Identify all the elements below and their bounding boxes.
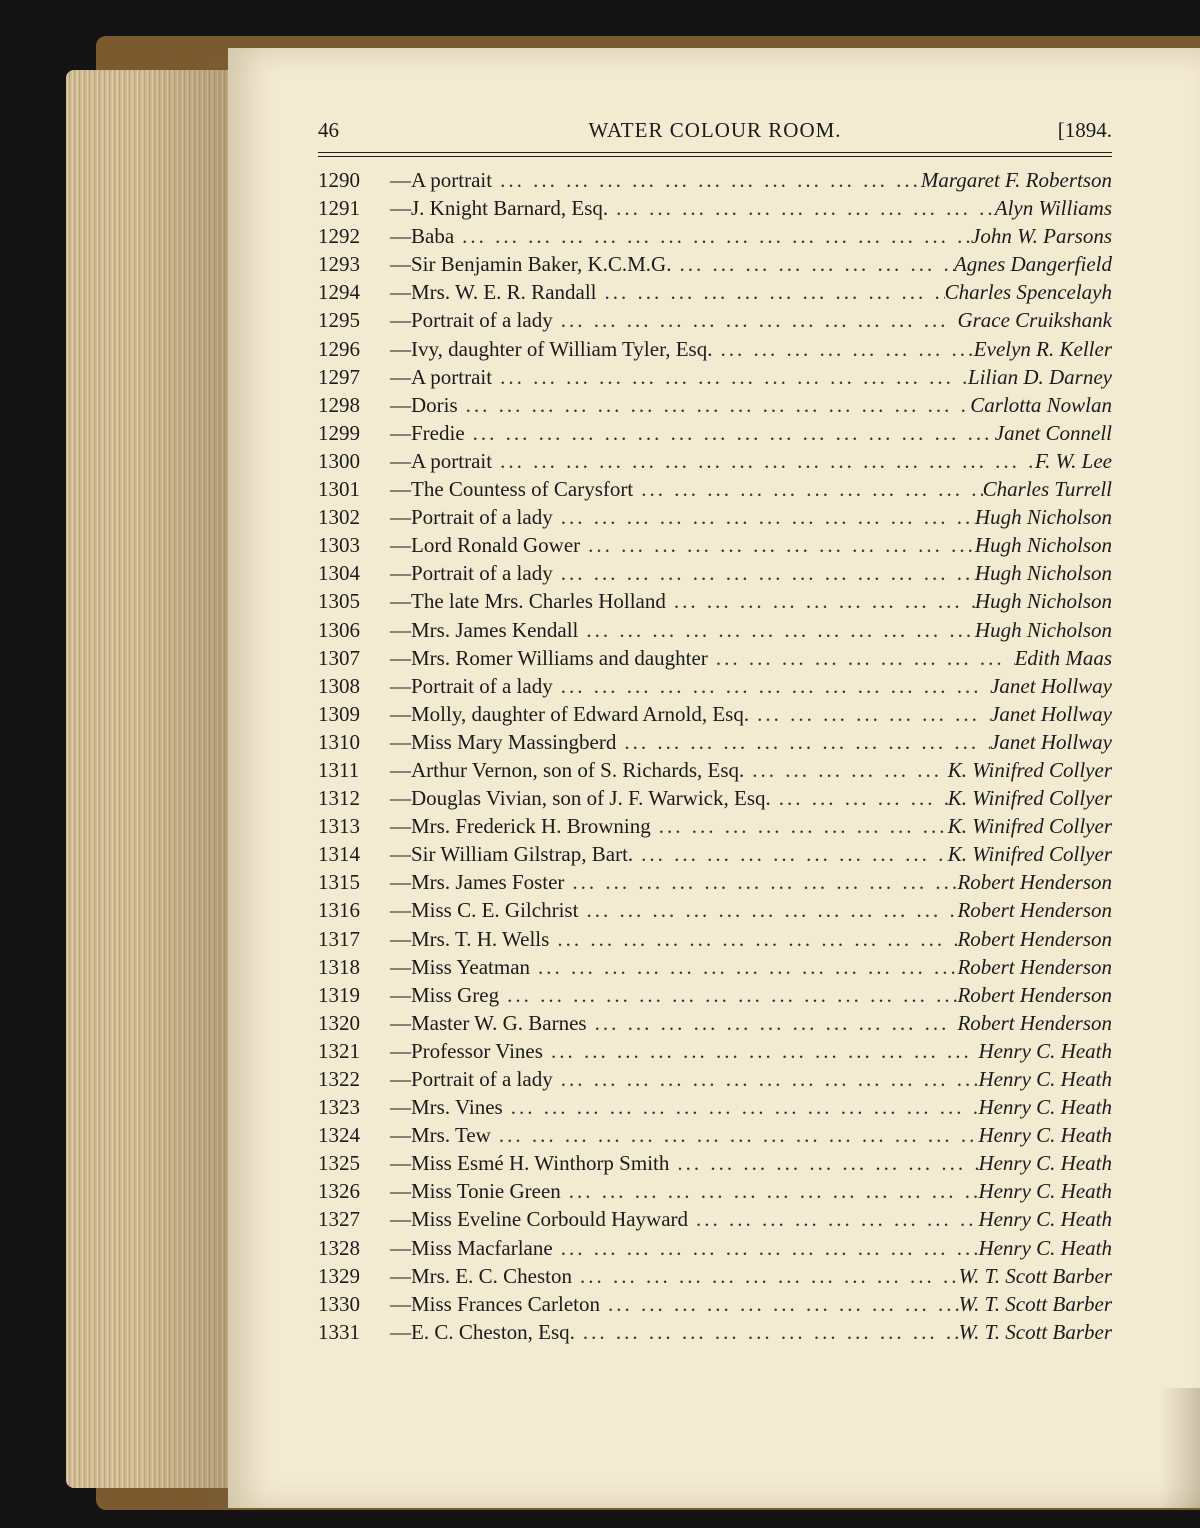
- entry-title: —Professor Vines: [390, 1038, 543, 1063]
- entry-artist: Robert Henderson: [957, 954, 1112, 979]
- dot-leader: [616, 728, 990, 756]
- dot-leader: [597, 278, 945, 306]
- dot-leader: [564, 868, 957, 896]
- catalogue-entry: [318, 559, 1112, 587]
- dot-leader: [465, 419, 995, 447]
- entry-artist: Henry C. Heath: [978, 1067, 1112, 1091]
- entry-title: —Fredie: [390, 420, 465, 445]
- entry-number: 1308: [318, 673, 360, 698]
- entry-number: 1316: [318, 898, 360, 923]
- dot-leader: [651, 812, 948, 840]
- entry-number: 1298: [318, 392, 360, 417]
- entry-title: —Sir William Gilstrap, Bart.: [390, 842, 634, 867]
- dot-leader: [600, 1290, 959, 1318]
- entry-title: —Mrs. W. E. R. Randall: [390, 280, 597, 305]
- catalogue-entry: [318, 868, 1112, 896]
- entry-title: —Portrait of a lady: [390, 308, 553, 333]
- spine-shadow: [140, 56, 236, 1508]
- catalogue-entry: [318, 981, 1112, 1009]
- entry-title: —Douglas Vivian, son of J. F. Warwick, Esq.: [390, 786, 771, 811]
- catalogue-entry: [318, 166, 1112, 194]
- entry-artist: Henry C. Heath: [978, 1123, 1112, 1148]
- entry-number: 1293: [318, 252, 360, 277]
- dot-leader: [633, 475, 982, 503]
- catalogue-entry: [318, 644, 1112, 672]
- catalogue-entry: [318, 419, 1112, 447]
- catalogue-entry: [318, 672, 1112, 700]
- dot-leader: [553, 1234, 979, 1262]
- entry-number: 1315: [318, 870, 360, 895]
- entry-number: 1292: [318, 224, 360, 249]
- catalogue-entry: [318, 1205, 1112, 1233]
- dot-leader: [553, 503, 975, 531]
- entry-number: 1305: [318, 589, 360, 614]
- entry-number: 1302: [318, 505, 360, 530]
- dot-leader: [543, 1037, 979, 1065]
- entry-artist: Robert Henderson: [957, 898, 1112, 923]
- entry-title: —Mrs. Tew: [390, 1123, 491, 1148]
- year-label: [1894.: [1057, 118, 1112, 142]
- dot-leader: [666, 587, 975, 615]
- dot-leader: [549, 925, 957, 953]
- entry-artist: Margaret F. Robertson: [920, 168, 1112, 192]
- dot-leader: [578, 896, 957, 924]
- entry-title: —Mrs. Vines: [390, 1095, 503, 1120]
- dot-leader: [712, 335, 973, 363]
- catalogue-entry: [318, 840, 1112, 868]
- entry-title: —Portrait of a lady: [390, 505, 553, 530]
- entry-artist: Lilian D. Darney: [967, 364, 1112, 389]
- entry-number: 1321: [318, 1038, 360, 1063]
- catalogue-entry: [318, 1262, 1112, 1290]
- dot-leader: [578, 616, 975, 644]
- dot-leader: [688, 1205, 978, 1233]
- entry-artist: W. T. Scott Barber: [958, 1263, 1112, 1288]
- dot-leader: [749, 700, 990, 728]
- entry-number: 1297: [318, 364, 360, 389]
- catalogue-entry: [318, 812, 1112, 840]
- entry-title: —Molly, daughter of Edward Arnold, Esq.: [390, 701, 750, 726]
- entry-number: 1291: [318, 196, 360, 221]
- dot-leader: [587, 1009, 958, 1037]
- entry-artist: K. Winifred Collyer: [947, 842, 1112, 867]
- entry-number: 1300: [318, 448, 360, 473]
- dot-leader: [744, 756, 947, 784]
- catalogue-entry: [318, 1149, 1112, 1177]
- entry-artist: Robert Henderson: [957, 926, 1112, 951]
- entry-number: 1296: [318, 336, 360, 361]
- dot-leader: [553, 1065, 979, 1093]
- entry-title: —Miss Mary Massingberd: [390, 729, 617, 754]
- catalogue-list: [318, 166, 1112, 1346]
- catalogue-entry: [318, 1037, 1112, 1065]
- entry-number: 1290: [318, 168, 360, 192]
- entry-number: 1319: [318, 982, 360, 1007]
- entry-number: 1313: [318, 814, 360, 839]
- entry-artist: Robert Henderson: [957, 1010, 1112, 1035]
- entry-artist: John W. Parsons: [971, 224, 1112, 249]
- entry-number: 1301: [318, 477, 360, 502]
- dot-leader: [669, 1149, 978, 1177]
- dot-leader: [671, 250, 953, 278]
- catalogue-entry: [318, 1234, 1112, 1262]
- entry-artist: Hugh Nicholson: [974, 617, 1112, 642]
- entry-artist: Edith Maas: [1014, 645, 1112, 670]
- entry-number: 1317: [318, 926, 360, 951]
- entry-title: —J. Knight Barnard, Esq.: [390, 196, 609, 221]
- catalogue-entry: [318, 1318, 1112, 1346]
- entry-title: —Sir Benjamin Baker, K.C.M.G.: [390, 252, 672, 277]
- catalogue-entry: [318, 1009, 1112, 1037]
- dot-leader: [530, 953, 957, 981]
- entry-artist: Henry C. Heath: [978, 1207, 1112, 1232]
- entry-title: —Arthur Vernon, son of S. Richards, Esq.: [390, 757, 745, 782]
- header-rule: [318, 152, 1112, 157]
- dot-leader: [608, 194, 995, 222]
- entry-artist: K. Winifred Collyer: [947, 786, 1112, 811]
- dot-leader: [499, 981, 957, 1009]
- entry-title: —Mrs. T. H. Wells: [390, 926, 550, 951]
- catalogue-entry: [318, 1093, 1112, 1121]
- entry-number: 1323: [318, 1095, 360, 1120]
- entry-title: —Miss Macfarlane: [390, 1235, 553, 1260]
- entry-number: 1320: [318, 1010, 360, 1035]
- entry-title: —Miss Greg: [390, 982, 500, 1007]
- entry-title: —Mrs. James Kendall: [390, 617, 579, 642]
- dot-leader: [572, 1262, 959, 1290]
- entry-title: —Mrs. Romer Williams and daughter: [390, 645, 708, 670]
- entry-artist: Henry C. Heath: [978, 1038, 1112, 1063]
- entry-title: —Mrs. James Foster: [390, 870, 565, 895]
- dot-leader: [454, 222, 971, 250]
- catalogue-entry: [318, 756, 1112, 784]
- entry-number: 1318: [318, 954, 360, 979]
- entry-artist: W. T. Scott Barber: [958, 1319, 1112, 1344]
- catalogue-entry: [318, 475, 1112, 503]
- entry-title: —Miss Eveline Corbould Hayward: [390, 1207, 689, 1232]
- entry-title: —Baba: [390, 224, 455, 249]
- dot-leader: [553, 306, 958, 334]
- catalogue-entry: [318, 925, 1112, 953]
- catalogue-entry: [318, 503, 1112, 531]
- entry-artist: Hugh Nicholson: [974, 589, 1112, 614]
- entry-title: —A portrait: [390, 364, 493, 389]
- entry-title: —A portrait: [390, 168, 493, 192]
- entry-number: 1325: [318, 1151, 360, 1176]
- dot-leader: [575, 1318, 959, 1346]
- entry-artist: Charles Spencelayh: [944, 280, 1112, 305]
- catalogue-entry: [318, 1121, 1112, 1149]
- entry-number: 1304: [318, 561, 360, 586]
- section-title: WATER COLOUR ROOM.: [588, 118, 842, 142]
- entry-title: —Doris: [390, 392, 458, 417]
- catalogue-entry: [318, 700, 1112, 728]
- dot-leader: [492, 166, 921, 194]
- entry-artist: Henry C. Heath: [978, 1235, 1112, 1260]
- catalogue-entry: [318, 447, 1112, 475]
- catalogue-page: [228, 48, 1200, 1508]
- entry-number: 1311: [318, 757, 360, 782]
- entry-artist: Carlotta Nowlan: [970, 392, 1112, 417]
- entry-title: —Miss Yeatman: [390, 954, 531, 979]
- entry-number: 1326: [318, 1179, 360, 1204]
- dot-leader: [771, 784, 948, 812]
- catalogue-entry: [318, 1065, 1112, 1093]
- dot-leader: [553, 672, 990, 700]
- entry-title: —Mrs. Frederick H. Browning: [390, 814, 651, 839]
- entry-title: —Mrs. E. C. Cheston: [390, 1263, 573, 1288]
- entry-number: 1299: [318, 420, 360, 445]
- entry-artist: Henry C. Heath: [978, 1151, 1112, 1176]
- entry-number: 1295: [318, 308, 360, 333]
- entry-artist: Janet Hollway: [990, 729, 1112, 754]
- entry-artist: K. Winifred Collyer: [947, 814, 1112, 839]
- entry-number: 1309: [318, 701, 360, 726]
- entry-artist: Henry C. Heath: [978, 1179, 1112, 1204]
- entry-title: —The Countess of Carysfort: [390, 477, 634, 502]
- catalogue-entry: [318, 784, 1112, 812]
- entry-number: 1310: [318, 729, 360, 754]
- catalogue-entry: [318, 531, 1112, 559]
- entry-artist: Janet Hollway: [990, 701, 1112, 726]
- entry-artist: Agnes Dangerfield: [953, 252, 1112, 277]
- entry-title: —Portrait of a lady: [390, 561, 553, 586]
- entry-number: 1322: [318, 1067, 360, 1091]
- dot-leader: [491, 1121, 979, 1149]
- catalogue-entry: [318, 1177, 1112, 1205]
- catalogue-entry: [318, 278, 1112, 306]
- page-number: 46: [318, 118, 339, 142]
- dot-leader: [503, 1093, 979, 1121]
- entry-artist: Alyn Williams: [994, 196, 1112, 221]
- entry-number: 1327: [318, 1207, 360, 1232]
- entry-artist: Janet Connell: [994, 420, 1112, 445]
- catalogue-entry: [318, 391, 1112, 419]
- entry-number: 1306: [318, 617, 360, 642]
- catalogue-entry: [318, 1290, 1112, 1318]
- catalogue-entry: [318, 896, 1112, 924]
- entry-artist: Hugh Nicholson: [974, 533, 1112, 558]
- entry-title: —Portrait of a lady: [390, 673, 553, 698]
- catalogue-entry: [318, 306, 1112, 334]
- dot-leader: [580, 531, 975, 559]
- catalogue-entry: [318, 250, 1112, 278]
- entry-title: —Miss Esmé H. Winthorp Smith: [390, 1151, 670, 1176]
- entry-artist: Robert Henderson: [957, 870, 1112, 895]
- entry-artist: Grace Cruikshank: [957, 308, 1112, 333]
- entry-title: —Master W. G. Barnes: [390, 1010, 587, 1035]
- entry-artist: Charles Turrell: [982, 477, 1112, 502]
- entry-title: —E. C. Cheston, Esq.: [390, 1319, 575, 1344]
- entry-title: —Portrait of a lady: [390, 1067, 553, 1091]
- entry-title: —A portrait: [390, 448, 493, 473]
- entry-number: 1324: [318, 1123, 360, 1148]
- entry-artist: K. Winifred Collyer: [947, 757, 1112, 782]
- dot-leader: [708, 644, 1015, 672]
- catalogue-entry: [318, 953, 1112, 981]
- entry-artist: F. W. Lee: [1034, 448, 1112, 473]
- entry-number: 1331: [318, 1319, 360, 1344]
- entry-artist: Henry C. Heath: [978, 1095, 1112, 1120]
- running-head: [318, 118, 1112, 148]
- entry-title: —Miss C. E. Gilchrist: [390, 898, 579, 923]
- entry-artist: Hugh Nicholson: [974, 505, 1112, 530]
- entry-title: —Ivy, daughter of William Tyler, Esq.: [390, 336, 713, 361]
- dot-leader: [492, 363, 968, 391]
- entry-title: —Lord Ronald Gower: [390, 533, 581, 558]
- dot-leader: [492, 447, 1035, 475]
- entry-artist: Hugh Nicholson: [974, 561, 1112, 586]
- page-curl: [1160, 1388, 1200, 1508]
- catalogue-entry: [318, 728, 1112, 756]
- entry-number: 1314: [318, 842, 360, 867]
- catalogue-entry: [318, 194, 1112, 222]
- entry-artist: W. T. Scott Barber: [958, 1291, 1112, 1316]
- entry-number: 1294: [318, 280, 360, 305]
- entry-artist: Janet Hollway: [990, 673, 1112, 698]
- catalogue-entry: [318, 335, 1112, 363]
- dot-leader: [561, 1177, 979, 1205]
- dot-leader: [553, 559, 975, 587]
- catalogue-entry: [318, 587, 1112, 615]
- catalogue-entry: [318, 616, 1112, 644]
- entry-title: —Miss Tonie Green: [390, 1179, 561, 1204]
- entry-number: 1307: [318, 645, 360, 670]
- catalogue-entry: [318, 363, 1112, 391]
- entry-number: 1329: [318, 1263, 360, 1288]
- entry-number: 1303: [318, 533, 360, 558]
- entry-number: 1312: [318, 786, 360, 811]
- entry-title: —Miss Frances Carleton: [390, 1291, 600, 1316]
- dot-leader: [633, 840, 948, 868]
- entry-title: —The late Mrs. Charles Holland: [390, 589, 666, 614]
- entry-artist: Evelyn R. Keller: [973, 336, 1112, 361]
- dot-leader: [458, 391, 971, 419]
- entry-number: 1330: [318, 1291, 360, 1316]
- entry-number: 1328: [318, 1235, 360, 1260]
- catalogue-entry: [318, 222, 1112, 250]
- entry-artist: Robert Henderson: [957, 982, 1112, 1007]
